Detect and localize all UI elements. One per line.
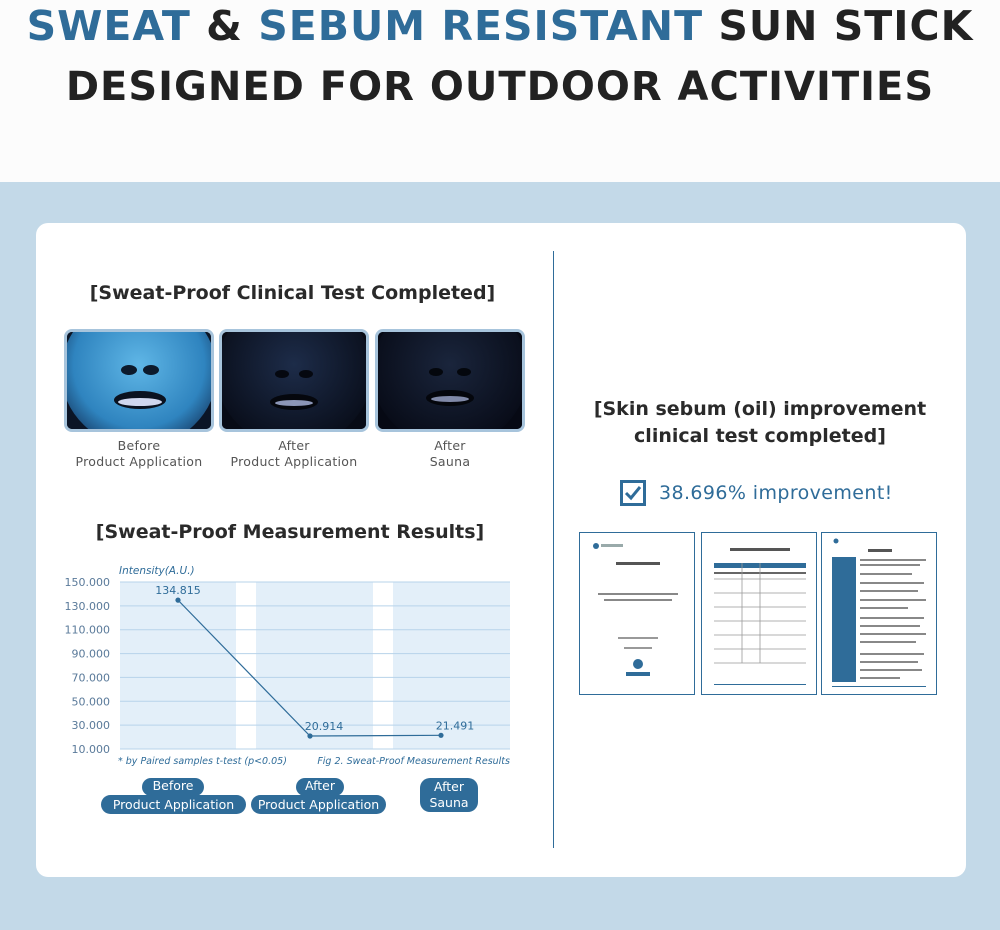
y-tick-label-5: 50.000 [71,695,110,709]
data-point-2 [438,733,443,738]
data-label-0: 134.815 [155,584,201,598]
y-tick-label-3: 90.000 [71,647,110,661]
report-document-cover [579,532,695,695]
improvement-text: 38.696% improvement! [659,482,893,504]
photo-caption-after-application: After Product Application [230,438,358,469]
sebum-test-title: [Skin sebum (oil) improvement clinical test completed] [593,398,927,447]
pill-after-application-top: After [296,778,344,796]
y-tick-label-4: 70.000 [71,671,110,685]
y-tick-label-6: 30.000 [71,719,110,733]
checkbox-icon [620,480,646,506]
photo-before-application [64,329,214,432]
clinical-test-title: [Sweat-Proof Clinical Test Completed] [89,282,496,304]
measurement-results-title: [Sweat-Proof Measurement Results] [95,521,485,543]
chart-band-0 [120,582,236,749]
photo-after-sauna [375,329,525,432]
report-document-summary [821,532,937,695]
photo-caption-after-sauna: After Sauna [429,438,471,469]
vertical-divider [553,251,554,848]
report-document-table [701,532,817,695]
pill-before-bottom: Product Application [101,795,246,814]
photo-after-application [219,329,369,432]
y-tick-label-7: 10.000 [71,743,110,756]
data-label-1: 20.914 [304,719,344,733]
pill-after-sauna: After Sauna [420,778,478,812]
chart-footnote-left: * by Paired samples t-test (p<0.05) [118,756,287,767]
y-tick-label-2: 110.000 [64,623,110,637]
y-tick-label-1: 130.000 [64,599,110,613]
data-label-2: 21.491 [435,719,475,733]
sweat-proof-chart [60,562,520,772]
improvement-row [620,479,893,507]
photo-caption-before: Before Product Application [75,438,203,469]
data-point-0 [175,598,180,603]
headline-line-1: SWEAT & SEBUM RESISTANT SUN STICK [26,2,974,50]
y-tick-label-0: 150.000 [64,576,110,589]
pill-after-application-bottom: Product Application [251,795,386,814]
headline-line-2: DESIGNED FOR OUTDOOR ACTIVITIES [65,64,935,110]
data-point-1 [307,733,312,738]
chart-footnote-right: Fig 2. Sweat-Proof Measurement Results [317,756,510,767]
y-axis-label: Intensity(A.U.) [119,565,195,577]
pill-before-top: Before [142,778,204,796]
hero-banner [0,0,1000,182]
chart-svg [60,562,520,772]
